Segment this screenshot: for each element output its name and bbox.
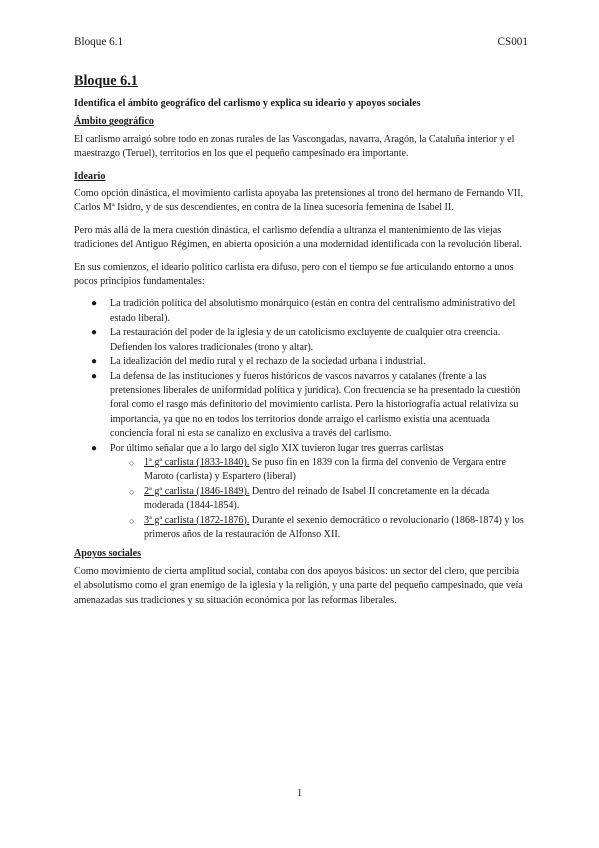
list-item	[91, 442, 526, 543]
paragraph-ideario-1: Como opción dinástica, el movimiento carlista apoyaba las pretensiones al trono del hermano de Fernando VII, Carlos Mª Isidro, y de sus descendientes, en contra de la línea sucesoria femenina de Isabel II.	[74, 188, 524, 214]
list-item-text: La restauración del poder de la iglesia y de un catolicismo excluyente de cualquier otra creencia. Defienden los valores tradicionales (trono y altar).	[110, 327, 501, 353]
list-item	[91, 297, 526, 326]
bullet-icon: ●	[91, 327, 98, 339]
paragraph-ambito: El carlismo arraigó sobre todo en zonas rurales de las Vascongadas, navarra, Aragón, la Cataluña interior y el maestrazgo (Teruel), territorios en los que el pequeño campesinado era importante.	[74, 133, 515, 160]
hollow-bullet-icon: ○	[129, 515, 135, 526]
list-item-text: La defensa de las instituciones y fueros históricos de vascos navarros y catalanes (frente a las pretensiones liberales de uniformidad política y jurídica). Con frecuencia se ha presentado la cuestión foral como el rasgo más definitorio del movimiento carlista. Pero la historiografía actual relativiza su importancia, ya que no en todos los territorios donde arraigo el carlismo existía una acentuada conciencia foral ni esta se canalizo en exclusiva a través del carlismo.	[110, 370, 521, 440]
principles-list	[74, 297, 526, 542]
paragraph-ideario-2: Pero más allá de la mera cuestión dinástica, el carlismo defendía a ultranza el mantenimiento de las viejas tradiciones del Antiguo Régimen, en abierta oposición a una modernidad identificada con la revolución liberal.	[74, 224, 522, 251]
list-item	[91, 355, 526, 369]
bullet-icon: ●	[91, 370, 98, 382]
wars-list	[110, 456, 526, 542]
war-text: Se puso fin en 1839 con la firma del convenio de Vergara entre Maroto (carlista) y Espartero (liberal)	[144, 456, 507, 483]
bullet-icon: ●	[91, 442, 98, 454]
hollow-bullet-icon: ○	[129, 486, 135, 497]
paragraph-apoyos: Como movimiento de cierta amplitud social, contaba con dos apoyos básicos: un sector del clero, que percibía el absolutismo como el gran enemigo de la iglesia y la religión, y una parte del pequeño campesinado, que veía amenazadas sus tradiciones y su situación económica por las reformas liberales.	[74, 565, 523, 606]
list-item-text: Por último señalar que a lo largo del siglo XIX tuvieron lugar tres guerras carlistas	[110, 442, 444, 454]
paragraph-ideario-3: En sus comienzos, el ideario político carlista era difuso, pero con el tiempo se fue articulando entorno a unos pocos principios fundamentales:	[74, 261, 514, 288]
war-name: 2ª gª carlista (1846-1849).	[144, 485, 250, 497]
header-left: Bloque 6.1	[74, 36, 124, 48]
war-name: 1ª gª carlista (1833-1840).	[144, 456, 250, 468]
heading-apoyos: Apoyos sociales	[74, 548, 142, 560]
war-item	[129, 514, 526, 543]
document-body	[74, 72, 526, 616]
bullet-icon: ●	[91, 298, 98, 310]
header-right: CS001	[497, 36, 528, 48]
war-item	[129, 485, 526, 514]
list-item	[91, 370, 526, 442]
page-number: 1	[296, 787, 303, 799]
heading-ideario: Ideario	[74, 170, 106, 182]
heading-ambito: Ámbito geográfico	[74, 116, 154, 128]
war-name: 3ª gª carlista (1872-1876).	[144, 514, 250, 526]
war-text: Durante el sexenio democrático o revolucionario (1868-1874) y los primeros años de la restauración de Alfonso XII.	[144, 514, 524, 540]
bullet-icon: ●	[91, 356, 98, 368]
question: Identifica el ámbito geográfico del carlismo y explica su ideario y apoyos sociales	[74, 98, 421, 109]
hollow-bullet-icon: ○	[129, 457, 135, 468]
list-item-text: La tradición política del absolutismo monárquico (están en contra del centralismo administrativo del estado liberal).	[110, 298, 516, 324]
war-item	[129, 456, 526, 485]
war-text: Dentro del reinado de Isabel II concretamente en la década moderada (1844-1854).	[144, 485, 490, 512]
list-item-text: La idealización del medio rural y el rechazo de la sociedad urbana i industrial.	[110, 356, 426, 368]
list-item	[91, 326, 526, 355]
page-title: Bloque 6.1	[74, 73, 138, 89]
